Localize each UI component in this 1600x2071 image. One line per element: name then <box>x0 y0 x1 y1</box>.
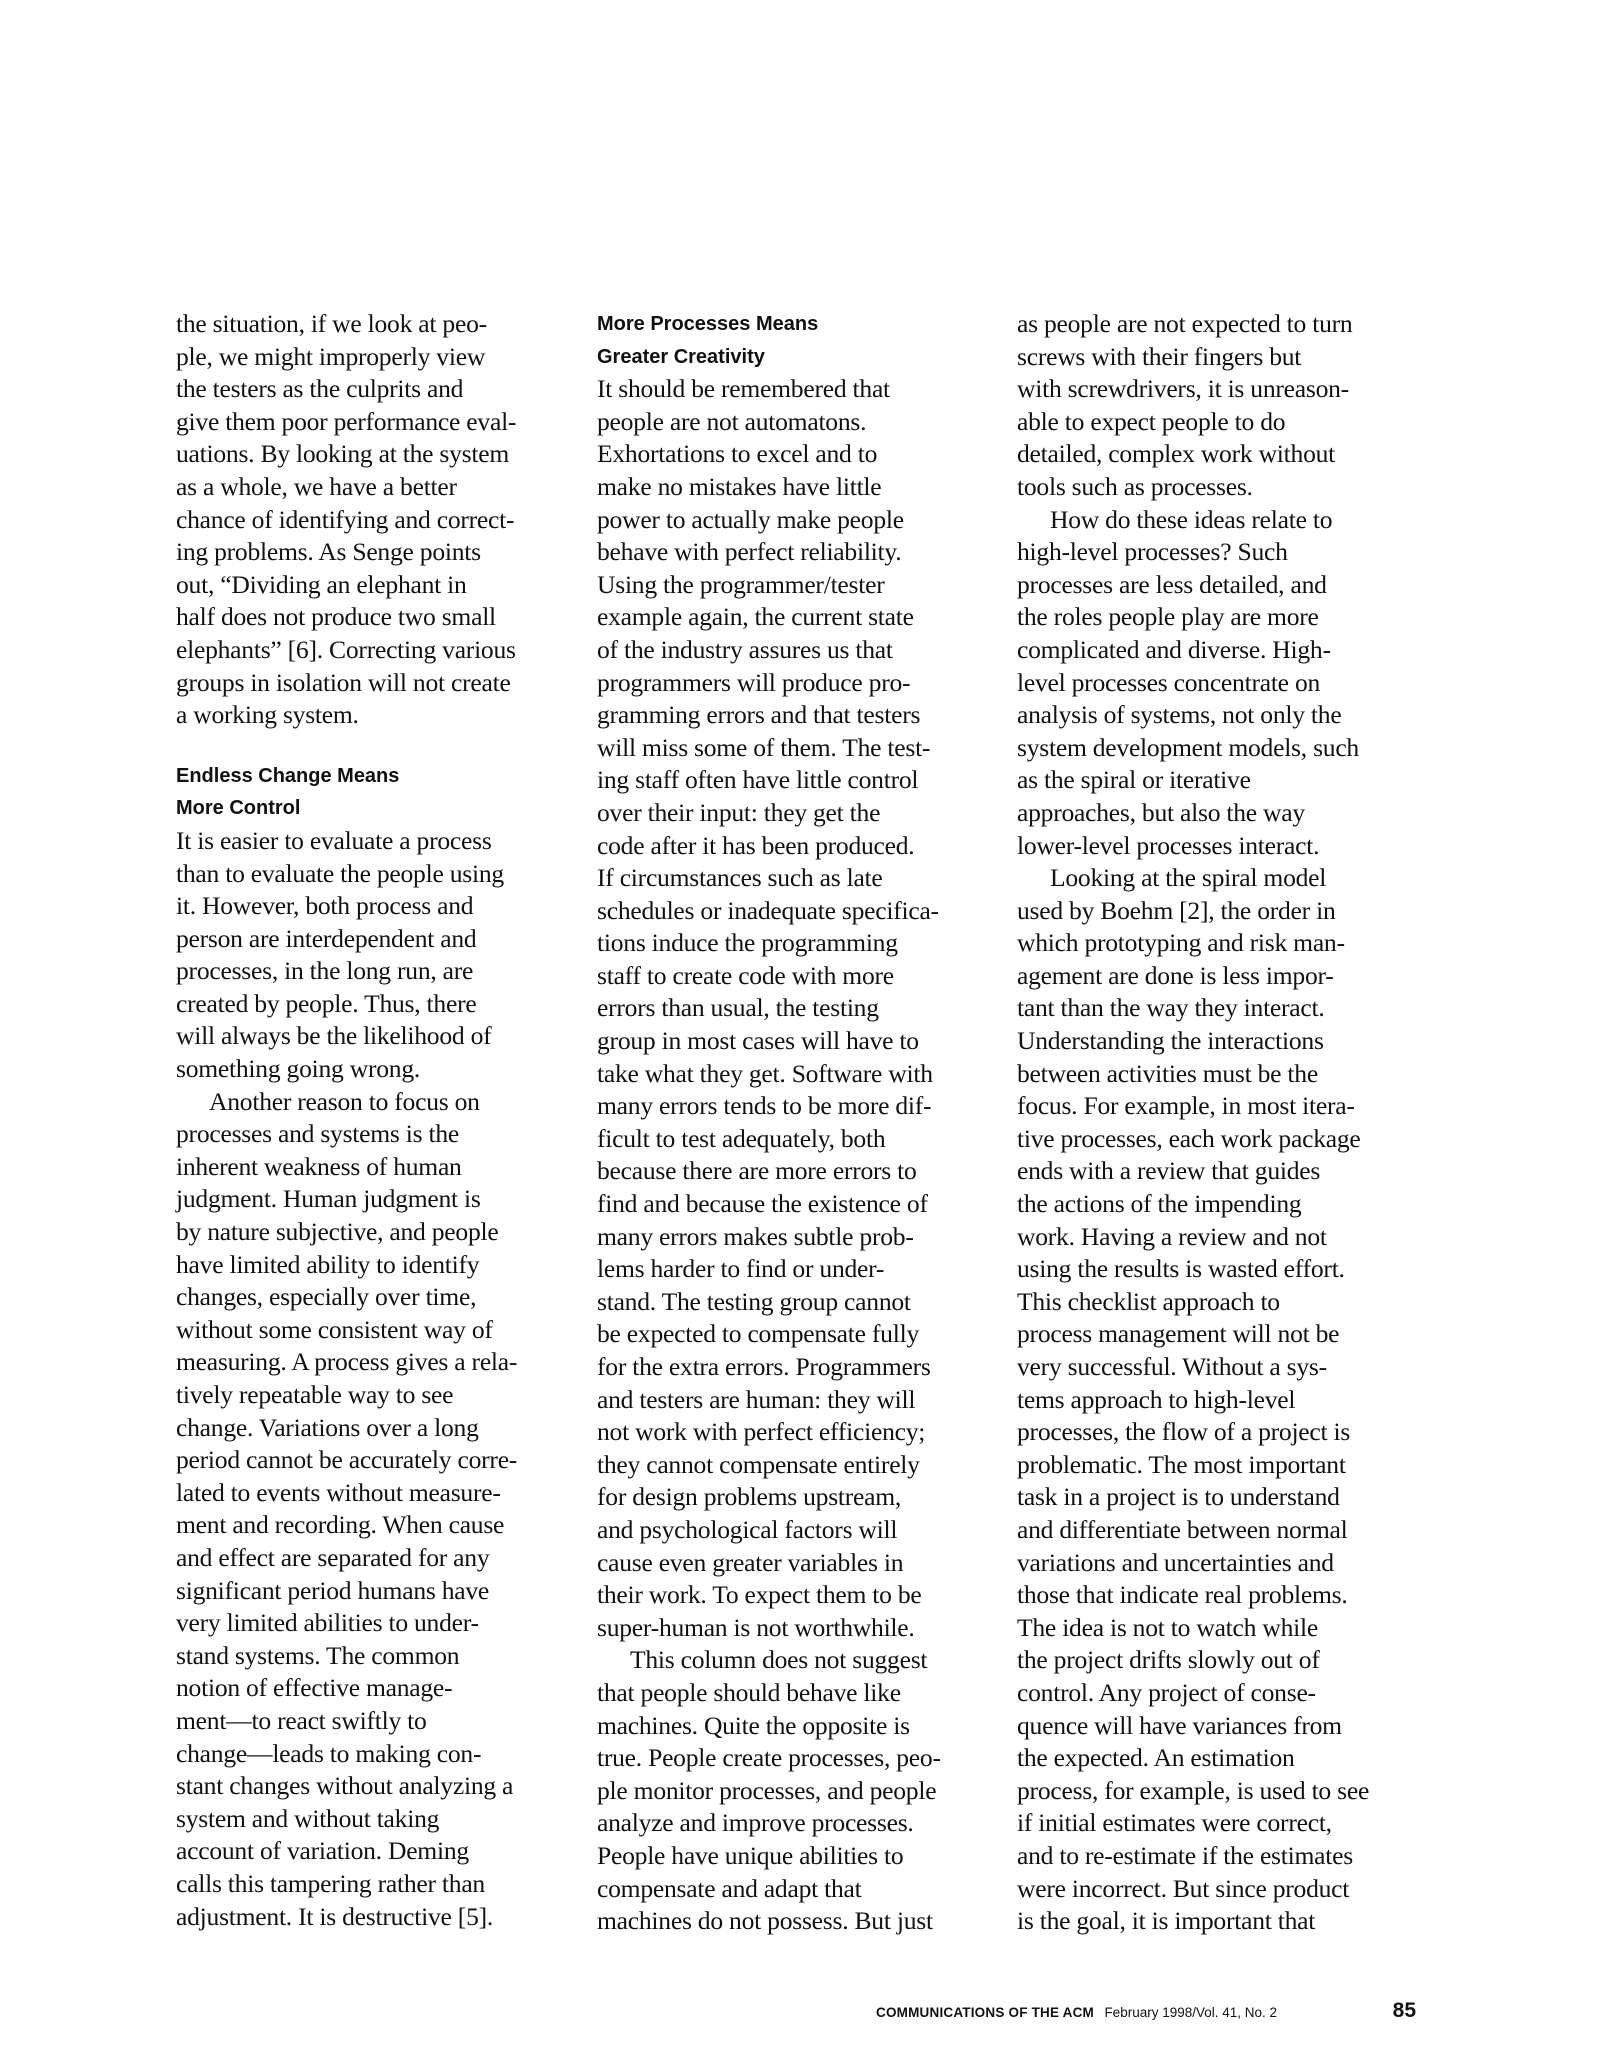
body-text-line: analysis of systems, not only the <box>1017 700 1342 730</box>
body-text-line: stand. The testing group cannot <box>597 1286 911 1316</box>
body-text-line: than to evaluate the people using <box>176 858 504 888</box>
body-text-line: period cannot be accurately corre- <box>176 1445 518 1475</box>
body-text-line: it. However, both process and <box>176 891 474 921</box>
body-text-line: super-human is not worthwhile. <box>597 1612 915 1642</box>
section-heading: More Control <box>176 797 301 820</box>
body-text-line: adjustment. It is destructive [5]. <box>176 1901 494 1931</box>
body-text-line: created by people. Thus, there <box>176 988 477 1018</box>
body-text-line: task in a project is to understand <box>1017 1482 1340 1512</box>
body-text-line: Understanding the interactions <box>1017 1026 1324 1056</box>
body-text-line: level processes concentrate on <box>1017 667 1321 697</box>
body-text-line: cause even greater variables in <box>597 1547 904 1577</box>
body-text-line: work. Having a review and not <box>1017 1221 1327 1251</box>
body-text-line: variations and uncertainties and <box>1017 1547 1334 1577</box>
page-footer <box>876 1999 1416 2034</box>
body-text-line: will always be the likelihood of <box>176 1021 492 1051</box>
body-text-line: stand systems. The common <box>176 1640 460 1670</box>
body-text-line: agement are done is less impor- <box>1017 960 1334 990</box>
body-text-line: many errors makes subtle prob- <box>597 1221 914 1251</box>
body-text-line: quence will have variances from <box>1017 1710 1342 1740</box>
column-1 <box>176 308 576 1933</box>
body-text-line: control. Any project of conse- <box>1017 1677 1316 1707</box>
body-text-line: the situation, if we look at peo- <box>176 309 487 338</box>
body-text-line: stant changes without analyzing a <box>176 1771 514 1801</box>
body-text-line: if initial estimates were correct, <box>1017 1808 1332 1838</box>
body-text-line: is the goal, it is important that <box>1017 1906 1316 1936</box>
body-text-line: detailed, complex work without <box>1017 439 1336 469</box>
body-text-line: and psychological factors will <box>597 1514 898 1544</box>
body-text-line: system development models, such <box>1017 732 1359 762</box>
body-text-line: which prototyping and risk man- <box>1017 928 1345 958</box>
body-text-line: Using the programmer/tester <box>597 569 885 599</box>
section-heading: More Processes Means <box>597 313 819 335</box>
body-text-line: half does not produce two small <box>176 602 496 632</box>
body-text-line: elephants” [6]. Correcting various <box>176 634 516 664</box>
body-text-line: the actions of the impending <box>1017 1189 1302 1219</box>
body-text-line: significant period humans have <box>176 1575 490 1605</box>
body-text-line: and effect are separated for any <box>176 1542 490 1572</box>
body-text-line: How do these ideas relate to <box>1050 504 1333 534</box>
body-text-line: The idea is not to watch while <box>1017 1612 1318 1642</box>
body-text-line: ing staff often have little control <box>597 765 919 795</box>
body-text-line: able to expect people to do <box>1017 406 1286 436</box>
body-text-line: find and because the existence of <box>597 1189 928 1219</box>
body-text-line: staff to create code with more <box>597 960 894 990</box>
body-text-line: lower-level processes interact. <box>1017 830 1320 860</box>
body-text-line: processes, in the long run, are <box>176 956 474 986</box>
body-text-line: code after it has been produced. <box>597 830 915 860</box>
body-text-line: processes, the flow of a project is <box>1017 1417 1351 1447</box>
body-text-line: person are interdependent and <box>176 923 477 953</box>
body-text-line: system and without taking <box>176 1803 440 1833</box>
body-text-line: chance of identifying and correct- <box>176 504 515 534</box>
body-text-line: the testers as the culprits and <box>176 374 464 404</box>
body-text-line: for the extra errors. Programmers <box>597 1352 931 1381</box>
body-text-line: Exhortations to excel and to <box>597 439 878 469</box>
body-text-line: change. Variations over a long <box>176 1412 479 1442</box>
body-text-line: It should be remembered that <box>597 374 890 404</box>
body-text-line: not work with perfect efficiency; <box>597 1417 926 1447</box>
body-text-line: ple monitor processes, and people <box>597 1775 937 1805</box>
body-text-line: People have unique abilities to <box>597 1840 904 1870</box>
body-text-line: ment and recording. When cause <box>176 1510 505 1540</box>
body-text-line: group in most cases will have to <box>597 1026 919 1056</box>
body-text-line: over their input: they get the <box>597 797 881 827</box>
body-text-line: of the industry assures us that <box>597 634 893 664</box>
body-text-line: schedules or inadequate specifica- <box>597 895 939 925</box>
body-text-line: tive processes, each work package <box>1017 1123 1361 1153</box>
body-text-line: tools such as processes. <box>1017 471 1253 501</box>
body-text-line: changes, especially over time, <box>176 1282 477 1312</box>
body-text-line: those that indicate real problems. <box>1017 1580 1348 1610</box>
body-text-line: used by Boehm [2], the order in <box>1017 895 1336 925</box>
body-text-line: the project drifts slowly out of <box>1017 1645 1320 1675</box>
body-text-line: for design problems upstream, <box>597 1482 902 1512</box>
body-text-line: they cannot compensate entirely <box>597 1449 920 1479</box>
body-text-line: If circumstances such as late <box>597 863 883 893</box>
body-text-line: out, “Dividing an elephant in <box>176 569 467 599</box>
body-text-line: very limited abilities to under- <box>176 1608 479 1638</box>
body-text-line: something going wrong. <box>176 1054 421 1084</box>
body-text-line: This checklist approach to <box>1017 1286 1280 1316</box>
body-text-line: complicated and diverse. High- <box>1017 634 1331 664</box>
issue-info: February 1998/Vol. 41, No. 2 <box>1104 2005 1278 2020</box>
body-text-line: ends with a review that guides <box>1017 1156 1321 1186</box>
section-heading: Greater Creativity <box>597 345 765 368</box>
body-text-line: tems approach to high-level <box>1017 1384 1296 1414</box>
body-text-line: groups in isolation will not create <box>176 667 511 697</box>
body-text-line: by nature subjective, and people <box>176 1217 499 1247</box>
body-text-line: calls this tampering rather than <box>176 1868 485 1898</box>
body-text-line: process, for example, is used to see <box>1017 1775 1370 1805</box>
body-text-line: ple, we might improperly view <box>176 341 486 371</box>
body-text-line: errors than usual, the testing <box>597 993 879 1023</box>
body-text-line: because there are more errors to <box>597 1156 917 1186</box>
column-2 <box>597 308 997 1938</box>
body-text-line: This column does not suggest <box>630 1645 928 1675</box>
body-text-line: between activities must be the <box>1017 1058 1318 1088</box>
body-text-line: using the results is wasted effort. <box>1017 1254 1345 1284</box>
body-text-line: machines do not possess. But just <box>597 1906 933 1936</box>
body-text-line: as the spiral or iterative <box>1017 765 1251 795</box>
body-text-line: screws with their fingers but <box>1017 341 1302 371</box>
body-text-line: measuring. A process gives a rela- <box>176 1347 518 1377</box>
body-text-line: tant than the way they interact. <box>1017 993 1325 1023</box>
body-text-line: gramming errors and that testers <box>597 700 921 730</box>
body-text-line: analyze and improve processes. <box>597 1808 914 1838</box>
body-text-line: and testers are human: they will <box>597 1384 916 1414</box>
body-text-line: example again, the current state <box>597 602 914 632</box>
body-text-line: have limited ability to identify <box>176 1249 480 1279</box>
section-spacer <box>176 732 576 760</box>
body-text-line: ficult to test adequately, both <box>597 1123 886 1153</box>
body-text-line: true. People create processes, peo- <box>597 1743 941 1773</box>
body-text-line: programmers will produce pro- <box>597 667 911 697</box>
column-3 <box>1017 308 1422 1938</box>
body-text-line: were incorrect. But since product <box>1017 1873 1350 1903</box>
body-text-line: that people should behave like <box>597 1677 901 1707</box>
body-text-line: without some consistent way of <box>176 1314 493 1344</box>
body-text-line: will miss some of them. The test- <box>597 732 931 762</box>
body-text-line: uations. By looking at the system <box>176 439 509 469</box>
body-text-line: processes and systems is the <box>176 1119 460 1149</box>
journal-name: COMMUNICATIONS OF THE ACM <box>876 2005 1094 2020</box>
body-text-line: inherent weakness of human <box>176 1151 462 1181</box>
body-text-line: their work. To expect them to be <box>597 1580 922 1610</box>
body-text-line: high-level processes? Such <box>1017 537 1288 567</box>
body-text-line: and differentiate between normal <box>1017 1514 1348 1544</box>
body-text-line: as people are not expected to turn <box>1017 309 1353 338</box>
page-number: 85 <box>1392 1999 1416 2022</box>
body-text-line: approaches, but also the way <box>1017 797 1305 827</box>
body-text-line: tions induce the programming <box>597 928 898 958</box>
body-text-line: focus. For example, in most itera- <box>1017 1091 1355 1121</box>
body-text-line: as a whole, we have a better <box>176 471 457 501</box>
body-text-line: notion of effective manage- <box>176 1673 453 1703</box>
body-text-line: the roles people play are more <box>1017 602 1319 632</box>
body-text-line: give them poor performance eval- <box>176 406 517 436</box>
body-text-line: account of variation. Deming <box>176 1836 469 1866</box>
body-text-line: ing problems. As Senge points <box>176 537 481 567</box>
body-text-line: Looking at the spiral model <box>1050 863 1327 893</box>
body-text-line: many errors tends to be more dif- <box>597 1091 932 1121</box>
body-text-line: problematic. The most important <box>1017 1449 1346 1479</box>
body-text-line: machines. Quite the opposite is <box>597 1710 910 1740</box>
body-text-line: the expected. An estimation <box>1017 1743 1295 1773</box>
body-text-line: take what they get. Software with <box>597 1058 933 1088</box>
body-text-line: very successful. Without a sys- <box>1017 1352 1327 1381</box>
section-heading: Endless Change Means <box>176 764 400 787</box>
body-text-line: with screwdrivers, it is unreason- <box>1017 374 1349 404</box>
body-text-line: ment—to react swiftly to <box>176 1705 427 1735</box>
body-text-line: behave with perfect reliability. <box>597 537 902 567</box>
body-text-line: people are not automatons. <box>597 406 867 436</box>
body-text-line: and to re-estimate if the estimates <box>1017 1840 1353 1870</box>
body-text-line: be expected to compensate fully <box>597 1319 919 1349</box>
body-text-line: make no mistakes have little <box>597 471 882 501</box>
body-text-line: Another reason to focus on <box>209 1086 480 1116</box>
body-text-line: compensate and adapt that <box>597 1873 862 1903</box>
body-text-line: lated to events without measure- <box>176 1477 501 1507</box>
body-text-line: change—leads to making con- <box>176 1738 482 1768</box>
body-text-line: judgment. Human judgment is <box>176 1184 481 1214</box>
body-text-line: It is easier to evaluate a process <box>176 825 492 855</box>
body-text-line: process management will not be <box>1017 1319 1340 1349</box>
body-text-line: power to actually make people <box>597 504 904 534</box>
body-text-line: lems harder to find or under- <box>597 1254 885 1284</box>
body-text-line: a working system. <box>176 700 359 730</box>
body-text-line: processes are less detailed, and <box>1017 569 1327 599</box>
body-text-line: tively repeatable way to see <box>176 1380 454 1409</box>
